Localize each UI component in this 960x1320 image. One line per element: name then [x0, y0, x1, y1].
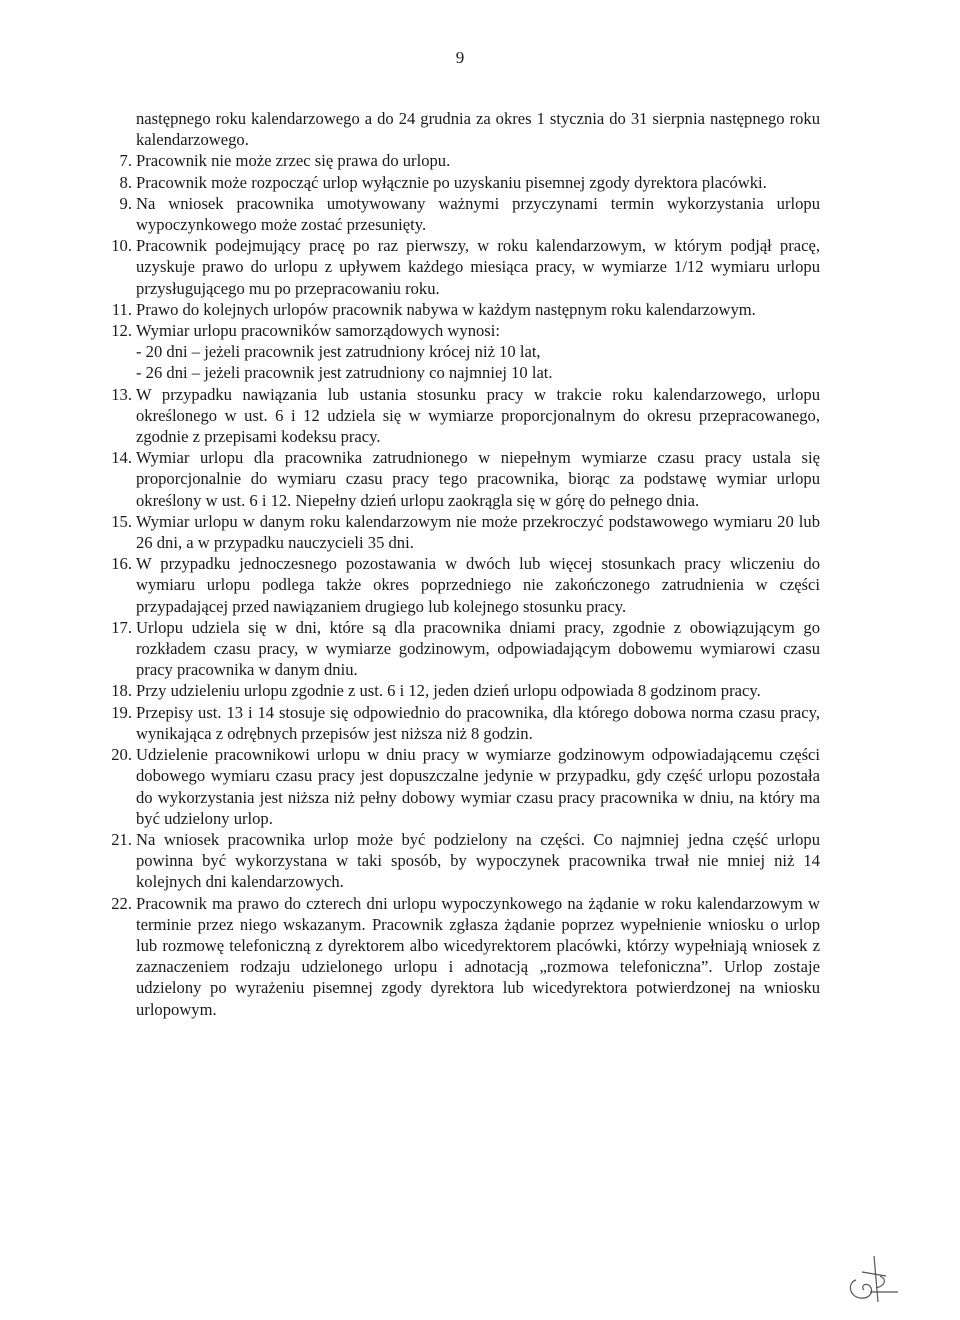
paragraph-number: 12.: [111, 321, 132, 341]
paragraph-text: Na wniosek pracownika umotywowany ważnymi przyczynami termin wykorzystania urlopu wypoczynkowego może zostać przesunięty.: [136, 193, 820, 235]
paragraph-15: [104, 511, 820, 553]
paragraph-text: Urlopu udziela się w dni, które są dla pracownika dniami pracy, zgodnie z obowiązującym go rozkładem czasu pracy, w wymiarze godzinowym, odpowiadającym dobowemu wymiarowi czasu pracy pracownika w danym dniu.: [136, 617, 820, 680]
paragraph-20: [104, 744, 820, 829]
paragraph-number: 22.: [111, 893, 132, 913]
paragraph-text: Przepisy ust. 13 i 14 stosuje się odpowiednio do pracownika, dla którego dobowa norma czasu pracy, wynikająca z odrębnych przepisów jest niższa niż 8 godzin.: [136, 702, 820, 743]
handwritten-initials-signature: [840, 1252, 910, 1308]
paragraph-number: 15.: [111, 511, 132, 531]
paragraph-number: 19.: [111, 702, 132, 722]
paragraph-21: [104, 829, 820, 893]
paragraph-text: Pracownik ma prawo do czterech dni urlopu wypoczynkowego na żądanie w roku kalendarzowym w terminie przez niego wskazanym. Pracownik zgłasza żądanie poprzez wypełnienie wniosku o urlop lub rozmowę telefoniczną z dyrektorem albo wicedyrektorem placówki, którzy wypełniają wniosek z zaznaczeniem rodzaju udzielonego urlopu i adnotacją „rozmowa telefoniczna”. Urlop zostaje udzielony po wyrażeniu pisemnej zgody dyrektora lub wicedyrektora potwierdzonej na wniosku urlopowym.: [136, 893, 820, 1019]
page-number: 9: [455, 48, 465, 67]
paragraph-text: W przypadku jednoczesnego pozostawania w dwóch lub więcej stosunkach pracy wliczeniu do wymiaru urlopu podlega także okres poprzedniego nie zakończonego zatrudnienia w części przypadającej przed nawiązaniem drugiego lub kolejnego stosunku pracy.: [136, 554, 820, 616]
paragraph-number: 7.: [119, 151, 132, 171]
paragraph-text: Wymiar urlopu w danym roku kalendarzowym nie może przekroczyć podstawowego wymiaru 20 lub 26 dni, a w przypadku nauczycieli 35 dni.: [136, 511, 820, 553]
paragraph-17: [104, 617, 820, 681]
paragraph-text: Pracownik podejmujący pracę po raz pierwszy, w roku kalendarzowym, w którym podjął pracę, uzyskuje prawo do urlopu z upływem każdego miesiąca pracy, w wymiarze 1/12 wymiaru urlopu przysługującego mu po przepracowaniu roku.: [136, 236, 820, 298]
paragraph-number: 11.: [111, 299, 132, 319]
paragraph-18: [104, 680, 820, 701]
sub-item: - 26 dni – jeżeli pracownik jest zatrudniony co najmniej 10 lat.: [136, 363, 553, 383]
paragraph-number: 17.: [111, 617, 132, 637]
paragraph-number: 13.: [111, 384, 132, 404]
paragraph-number: 10.: [111, 236, 132, 256]
paragraph-22: [104, 893, 820, 1020]
paragraph-text: W przypadku nawiązania lub ustania stosunku pracy w trakcie roku kalendarzowego, urlopu określonego w ust. 6 i 12 udziela się w wymiarze proporcjonalnym do okresu przepracowanego, zgodnie z przepisami kodeksu pracy.: [136, 384, 820, 447]
sub-item: - 20 dni – jeżeli pracownik jest zatrudniony krócej niż 10 lat,: [136, 342, 541, 362]
paragraph-14: [104, 447, 820, 511]
paragraph-text: Na wniosek pracownika urlop może być podzielony na części. Co najmniej jedna część urlopu powinna być wykorzystana w taki sposób, by wypoczynek pracownika trwał nie mniej niż 14 kolejnych dni kalendarzowych.: [136, 829, 820, 892]
paragraph-text: Udzielenie pracownikowi urlopu w dniu pracy w wymiarze godzinowym odpowiadającemu części dobowego wymiaru czasu pracy jest dopuszczalne jedynie w przypadku, gdy część urlopu pozostała do wykorzystania jest niższa niż pełny dobowy wymiar czasu pracy pracownika w dniu, na który ma być udzielony urlop.: [136, 745, 820, 828]
paragraph-text: Pracownik nie może zrzec się prawa do urlopu.: [136, 151, 451, 171]
continuation-paragraph: [104, 108, 820, 150]
paragraph-text: Pracownik może rozpocząć urlop wyłącznie po uzyskaniu pisemnej zgody dyrektora placówki.: [136, 172, 767, 192]
paragraph-8: [104, 172, 820, 193]
paragraph-19: [104, 702, 820, 744]
paragraph-text: Przy udzieleniu urlopu zgodnie z ust. 6 i 12, jeden dzień urlopu odpowiada 8 godzinom pracy.: [136, 681, 761, 701]
paragraph-number: 20.: [111, 745, 132, 765]
paragraph-11: [104, 299, 820, 320]
document-body: [104, 108, 820, 1020]
paragraph-number: 14.: [111, 448, 132, 468]
paragraph-number: 16.: [111, 554, 132, 574]
paragraph-12: [104, 320, 820, 384]
paragraph-text: Wymiar urlopu dla pracownika zatrudnionego w niepełnym wymiarze czasu pracy ustala się proporcjonalnie do wymiaru czasu pracy tego pracownika, biorąc za podstawę wymiar urlopu określony w ust. 6 i 12. Niepełny dzień urlopu zaokrągla się w górę do pełnego dnia.: [136, 448, 820, 510]
paragraph-9: [104, 193, 820, 235]
paragraph-16: [104, 553, 820, 617]
paragraph-7: [104, 150, 820, 171]
paragraph-text: następnego roku kalendarzowego a do 24 grudnia za okres 1 stycznia do 31 sierpnia następnego roku kalendarzowego.: [136, 109, 820, 150]
paragraph-13: [104, 384, 820, 448]
paragraph-text: Wymiar urlopu pracowników samorządowych wynosi:: [136, 321, 500, 341]
paragraph-number: 21.: [111, 829, 132, 849]
paragraph-number: 18.: [111, 681, 132, 701]
paragraph-10: [104, 235, 820, 299]
paragraph-number: 8.: [119, 172, 132, 192]
paragraph-text: Prawo do kolejnych urlopów pracownik nabywa w każdym następnym roku kalendarzowym.: [136, 299, 756, 319]
paragraph-number: 9.: [119, 193, 132, 213]
